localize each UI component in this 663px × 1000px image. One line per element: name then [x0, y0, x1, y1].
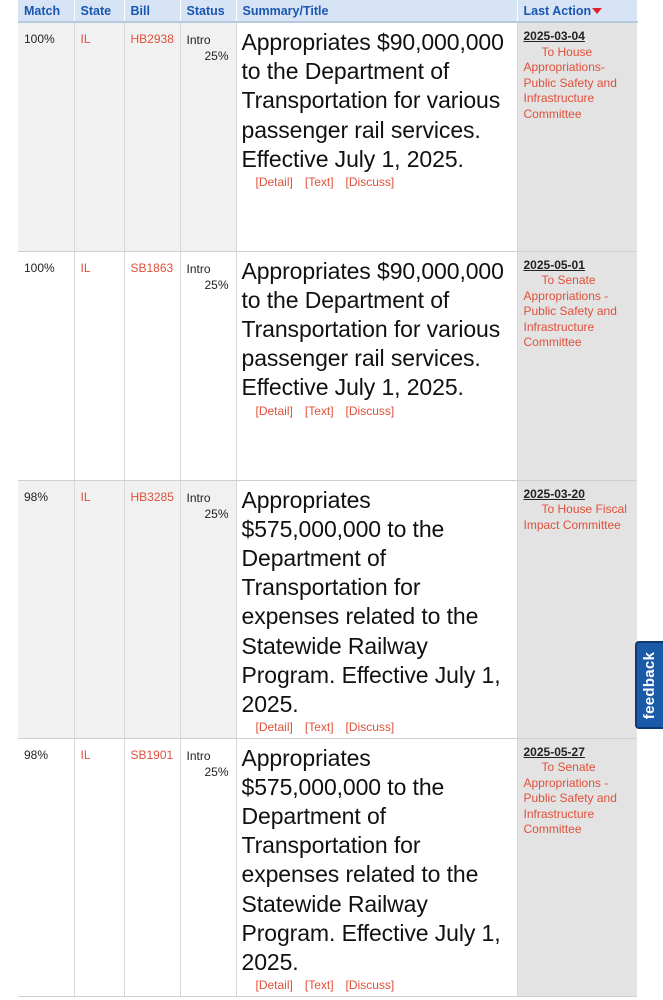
bill-link[interactable]: SB1863 — [124, 251, 180, 480]
action-date: 2025-05-01 — [523, 257, 585, 272]
sort-desc-icon — [592, 8, 602, 14]
bill-title: Appropriates $90,000,000 to the Department of Transportation for various passenger rail services. Effective July 1, 2025. — [241, 29, 504, 172]
detail-link[interactable]: [Detail] — [255, 175, 293, 190]
status-stage: Intro — [186, 490, 211, 505]
row-links — [242, 977, 513, 993]
bill-title: Appropriates $575,000,000 to the Department of Transportation for expenses related to the Statewide Railway Program. Effective July 1, 2025. — [241, 744, 501, 975]
action-text[interactable]: To Senate Appropriations - Public Safety and Infrastructure Committee — [523, 273, 617, 349]
text-link[interactable]: [Text] — [304, 403, 334, 418]
status-cell — [180, 480, 236, 738]
bill-link[interactable]: HB3285 — [124, 480, 180, 738]
status-percent: 25% — [204, 506, 229, 521]
action-date: 2025-03-20 — [523, 486, 585, 501]
table-row — [18, 251, 637, 480]
action-date: 2025-03-04 — [523, 29, 585, 43]
row-links — [242, 174, 513, 190]
status-percent: 25% — [204, 764, 229, 779]
row-links — [242, 403, 513, 419]
bill-link[interactable]: SB1901 — [124, 738, 180, 996]
status-cell — [180, 22, 236, 251]
state-link[interactable]: IL — [74, 738, 124, 996]
table-row — [18, 22, 637, 251]
summary-cell — [236, 22, 517, 251]
discuss-link[interactable]: [Discuss] — [345, 720, 395, 735]
header-last-action-label: Last Action — [523, 3, 592, 18]
match-cell: 100% — [18, 251, 74, 480]
bill-title: Appropriates $90,000,000 to the Department of Transportation for various passenger rail services. Effective July 1, 2025. — [241, 257, 504, 401]
header-match[interactable]: Match — [18, 0, 74, 22]
status-cell — [180, 738, 236, 996]
state-link[interactable]: IL — [74, 22, 124, 251]
table-header-row — [18, 0, 637, 22]
state-link[interactable]: IL — [74, 251, 124, 480]
header-status[interactable]: Status — [180, 0, 236, 22]
action-text[interactable]: To Senate Appropriations - Public Safety and Infrastructure Committee — [523, 760, 617, 836]
match-cell: 98% — [18, 480, 74, 738]
summary-cell — [236, 251, 517, 480]
action-date: 2025-05-27 — [523, 744, 585, 759]
status-stage: Intro — [186, 748, 211, 763]
header-summary[interactable]: Summary/Title — [236, 0, 517, 22]
detail-link[interactable]: [Detail] — [255, 403, 293, 418]
detail-link[interactable]: [Detail] — [255, 720, 293, 735]
table-row — [18, 738, 637, 996]
last-action-cell — [517, 22, 637, 251]
status-percent: 25% — [204, 49, 229, 63]
discuss-link[interactable]: [Discuss] — [345, 403, 395, 418]
feedback-label: feedback — [641, 651, 659, 719]
bill-results-table — [18, 0, 638, 997]
text-link[interactable]: [Text] — [304, 720, 334, 735]
action-text[interactable]: To House Fiscal Impact Committee — [523, 502, 627, 532]
discuss-link[interactable]: [Discuss] — [345, 978, 395, 993]
table-row — [18, 480, 637, 738]
header-state[interactable]: State — [74, 0, 124, 22]
text-link[interactable]: [Text] — [304, 978, 334, 993]
status-percent: 25% — [204, 277, 229, 292]
summary-cell — [236, 480, 517, 738]
header-bill[interactable]: Bill — [124, 0, 180, 22]
text-link[interactable]: [Text] — [304, 175, 334, 190]
state-link[interactable]: IL — [74, 480, 124, 738]
bill-link[interactable]: HB2938 — [124, 22, 180, 251]
status-stage: Intro — [186, 261, 211, 276]
header-last-action[interactable] — [517, 0, 637, 22]
match-cell: 100% — [18, 22, 74, 251]
bill-title: Appropriates $575,000,000 to the Department of Transportation for expenses related to the Statewide Railway Program. Effective July 1, 2025. — [241, 486, 501, 717]
match-cell: 98% — [18, 738, 74, 996]
status-cell — [180, 251, 236, 480]
last-action-cell — [517, 480, 637, 738]
action-text[interactable]: To House Appropriations-Public Safety and Infrastructure Committee — [523, 44, 617, 121]
row-links — [242, 719, 513, 735]
summary-cell — [236, 738, 517, 996]
detail-link[interactable]: [Detail] — [255, 978, 293, 993]
status-stage: Intro — [186, 33, 211, 47]
feedback-tab[interactable] — [635, 641, 663, 729]
last-action-cell — [517, 251, 637, 480]
last-action-cell — [517, 738, 637, 996]
discuss-link[interactable]: [Discuss] — [345, 175, 395, 190]
